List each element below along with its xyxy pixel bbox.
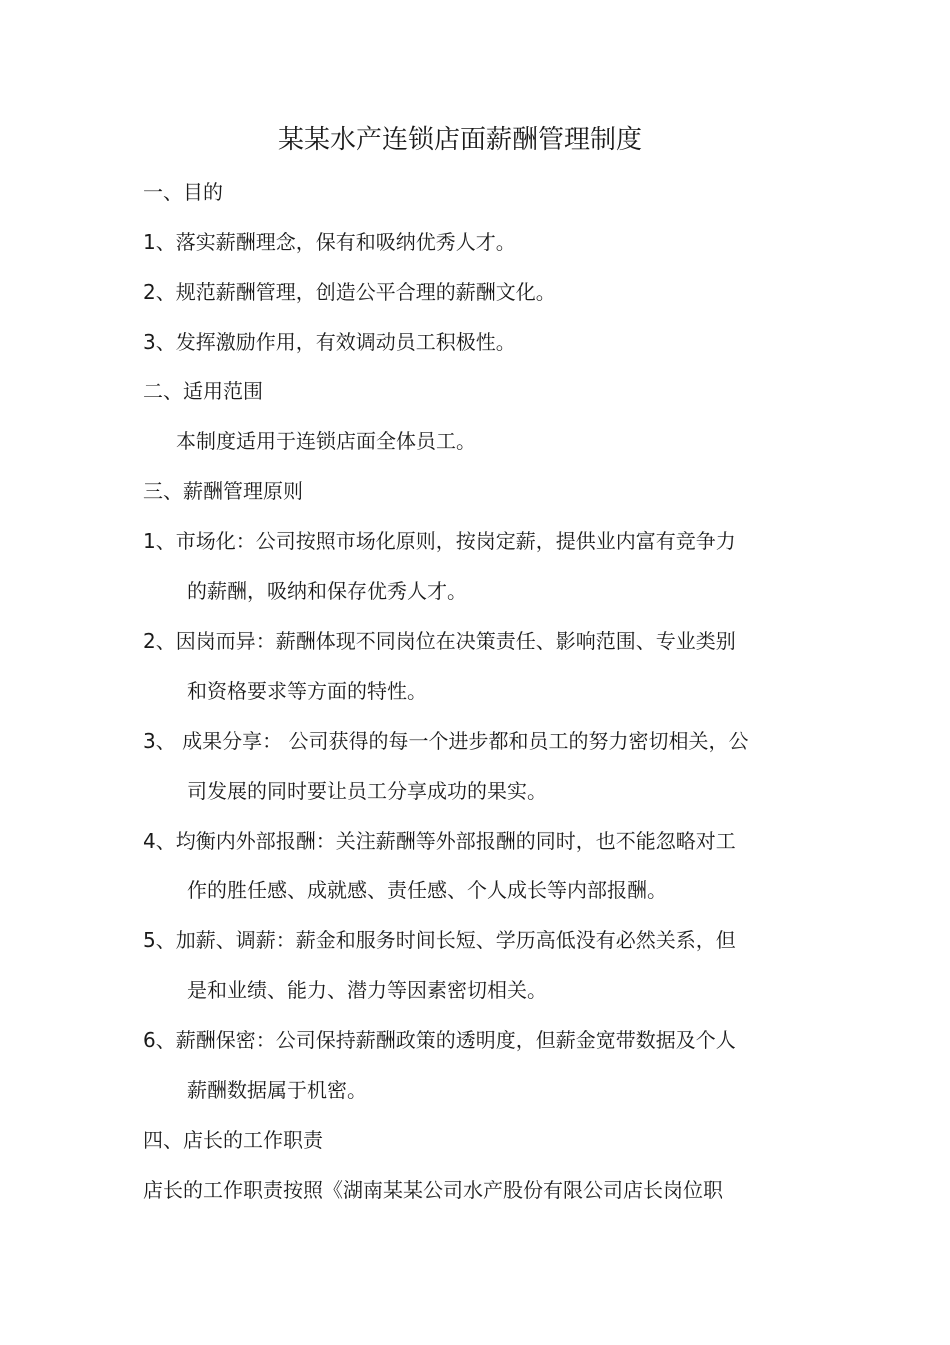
paragraph-line: 店长的工作职责按照《湖南某某公司水产股份有限公司店长岗位职 [143, 1178, 723, 1202]
paragraph-line: 1、市场化：公司按照市场化原则，按岗定薪，提供业内富有竞争力 [143, 529, 736, 553]
paragraph-line: 2、因岗而异：薪酬体现不同岗位在决策责任、影响范围、专业类别 [143, 629, 736, 653]
paragraph-line: 的薪酬，吸纳和保存优秀人才。 [187, 579, 467, 603]
section-heading-principles: 三、薪酬管理原则 [143, 479, 303, 503]
paragraph-line: 2、规范薪酬管理，创造公平合理的薪酬文化。 [143, 280, 556, 304]
paragraph-line: 5、加薪、调薪：薪金和服务时间长短、学历高低没有必然关系，但 [143, 928, 736, 952]
paragraph-line: 司发展的同时要让员工分享成功的果实。 [187, 779, 547, 803]
section-heading-scope: 二、适用范围 [143, 379, 263, 403]
paragraph-line: 薪酬数据属于机密。 [187, 1078, 367, 1102]
paragraph-line: 和资格要求等方面的特性。 [187, 679, 427, 703]
paragraph-line: 1、落实薪酬理念，保有和吸纳优秀人才。 [143, 230, 516, 254]
paragraph-line: 作的胜任感、成就感、责任感、个人成长等内部报酬。 [187, 878, 667, 902]
section-heading-duties: 四、店长的工作职责 [143, 1128, 323, 1152]
paragraph-line: 6、薪酬保密：公司保持薪酬政策的透明度，但薪金宽带数据及个人 [143, 1028, 736, 1052]
paragraph-line: 是和业绩、能力、潜力等因素密切相关。 [187, 978, 547, 1002]
document-title: 某某水产连锁店面薪酬管理制度 [277, 125, 642, 155]
paragraph-line: 3、发挥激励作用，有效调动员工积极性。 [143, 330, 516, 354]
paragraph-line: 4、均衡内外部报酬：关注薪酬等外部报酬的同时，也不能忽略对工 [143, 829, 736, 853]
section-heading-purpose: 一、目的 [143, 180, 223, 204]
paragraph-line: 3、 成果分享： 公司获得的每一个进步都和员工的努力密切相关，公 [143, 729, 749, 753]
paragraph-line: 本制度适用于连锁店面全体员工。 [176, 429, 476, 453]
